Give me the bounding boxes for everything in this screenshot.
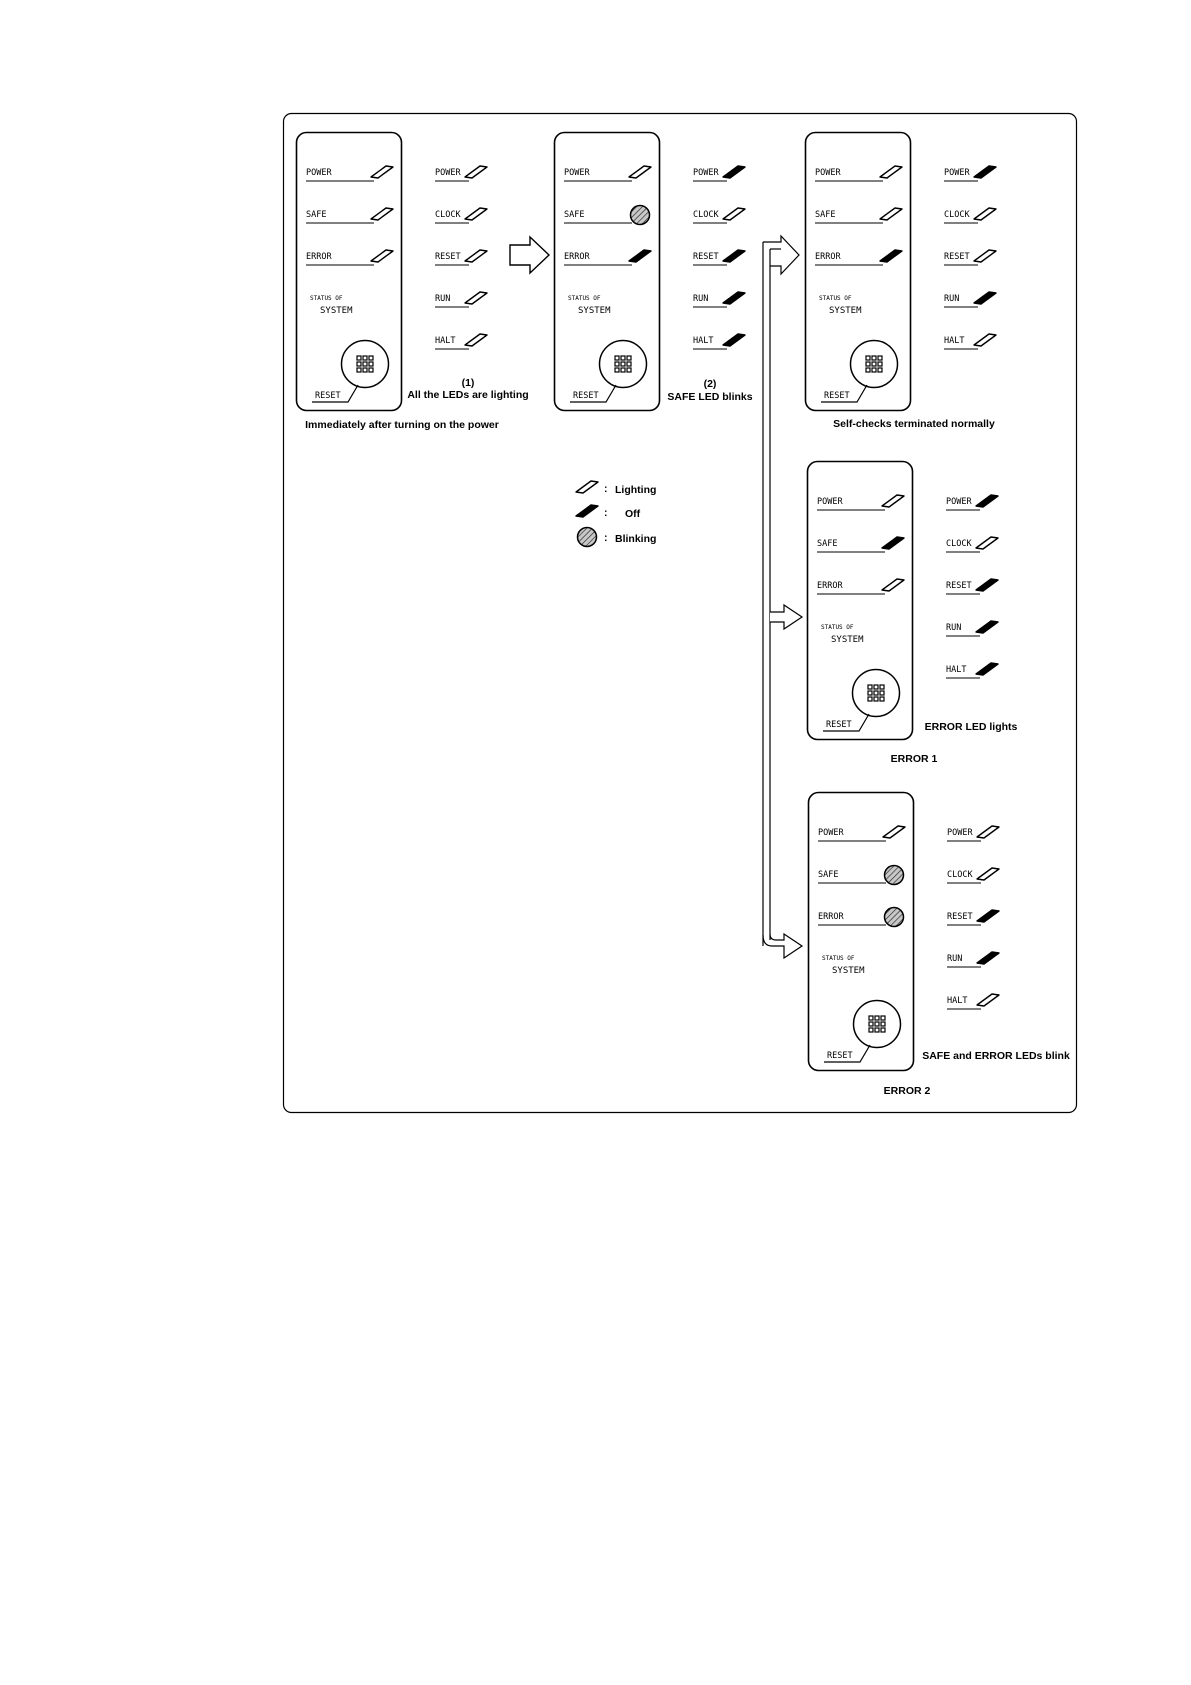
keypad-dot [872,362,876,366]
stage-error1 [808,462,1018,766]
side-led-clock [693,208,745,223]
stage-number: (1) [461,377,475,389]
side-led-reset [435,250,487,265]
side-led-run [946,621,998,636]
system-label: SYSTEM [320,306,353,316]
side-led-lighting-icon [465,250,487,262]
keypad-dot [363,362,367,366]
side-led-lighting-icon [977,868,999,880]
stage-caption: SAFE and ERROR LEDs blink [922,1050,1070,1062]
side-led-label: POWER [693,168,719,178]
side-led-label: RESET [947,912,973,922]
side-led-label: HALT [946,665,967,675]
side-led-clock [435,208,487,223]
panel-led-label: POWER [306,168,332,178]
side-led-run [944,292,996,307]
branch-arrow-icon [763,236,799,274]
side-led-clock [944,208,996,223]
keypad-dot [615,362,619,366]
panel-led-label: SAFE [815,210,836,220]
side-led-lighting-icon [465,208,487,220]
side-led-reset [946,579,998,594]
keypad-dot [875,1028,879,1032]
stage-title: ERROR 2 [883,1085,931,1097]
legend-lighting-icon [576,481,598,493]
panel-led-label: ERROR [815,252,841,262]
side-led-label: CLOCK [946,539,972,549]
side-led-power [435,166,487,181]
keypad-dot [868,685,872,689]
stage-title: Self-checks terminated normally [833,418,995,430]
legend-separator: : [604,483,608,495]
side-led-lighting-icon [465,334,487,346]
legend-label: Lighting [615,484,657,496]
side-led-run [947,952,999,967]
side-led-clock [946,537,998,552]
keypad-dot [875,1022,879,1026]
keypad-dot [880,685,884,689]
side-led-label: RESET [693,252,719,262]
side-led-off-icon [723,292,745,304]
keypad-dot [621,356,625,360]
side-led-label: RUN [947,954,963,964]
keypad-dot [369,368,373,372]
stage-caption: SAFE LED blinks [667,391,753,403]
keypad-dot [878,362,882,366]
keypad-dot [866,356,870,360]
panel-led-label: SAFE [817,539,838,549]
keypad-dot [615,368,619,372]
side-led-label: CLOCK [435,210,461,220]
legend-item-off [576,505,641,520]
legend-label: Off [625,508,641,520]
keypad-dot [881,1028,885,1032]
keypad-dot [363,368,367,372]
side-led-off-icon [976,495,998,507]
side-led-lighting-icon [976,537,998,549]
keypad-dot [868,691,872,695]
legend-blinking-icon [578,528,597,547]
side-led-clock [947,868,999,883]
keypad-dot [621,368,625,372]
keypad-dot [880,697,884,701]
side-led-lighting-icon [977,826,999,838]
keypad-dot [878,356,882,360]
side-led-halt [435,334,487,349]
legend-item-lighting [576,481,656,496]
side-led-column [944,166,996,349]
status-of-label: STATUS OF [568,295,601,302]
system-label: SYSTEM [832,966,865,976]
keypad-dot [881,1022,885,1026]
panel-led-label: POWER [817,497,843,507]
led-panel [809,793,914,1071]
side-led-label: CLOCK [693,210,719,220]
side-led-column [435,166,487,349]
side-led-label: RESET [944,252,970,262]
side-led-lighting-icon [465,292,487,304]
side-led-off-icon [723,250,745,262]
status-of-label: STATUS OF [822,955,855,962]
side-led-label: HALT [435,336,456,346]
panel-led-blinking-icon [885,908,904,927]
keypad-dot [880,691,884,695]
side-led-column [693,166,745,349]
side-led-off-icon [976,621,998,633]
side-led-column [946,495,998,678]
side-led-lighting-icon [465,166,487,178]
reset-label: RESET [824,391,850,401]
panel-led-label: POWER [564,168,590,178]
side-led-label: HALT [944,336,965,346]
keypad-dot [869,1022,873,1026]
side-led-label: POWER [947,828,973,838]
reset-label: RESET [826,720,852,730]
side-led-off-icon [723,166,745,178]
reset-label: RESET [827,1051,853,1061]
keypad-dot [615,356,619,360]
keypad-dot [866,362,870,366]
keypad-dot [369,356,373,360]
keypad-dot [874,697,878,701]
side-led-label: HALT [947,996,968,1006]
keypad-dot [627,356,631,360]
keypad-dot [878,368,882,372]
panel-led-label: ERROR [564,252,590,262]
keypad-dot [627,362,631,366]
side-led-off-icon [723,334,745,346]
stage-caption: All the LEDs are lighting [407,389,529,401]
side-led-off-icon [974,166,996,178]
legend-off-icon [576,505,598,517]
led-panel [555,133,660,411]
side-led-label: RUN [944,294,960,304]
side-led-halt [944,334,996,349]
side-led-run [435,292,487,307]
side-led-label: HALT [693,336,714,346]
system-label: SYSTEM [831,635,864,645]
keypad-dot [869,1016,873,1020]
panel-led-blinking-icon [631,206,650,225]
legend-label: Blinking [615,533,657,545]
keypad-dot [357,356,361,360]
panel-led-label: ERROR [818,912,844,922]
reset-label: RESET [573,391,599,401]
side-led-label: CLOCK [944,210,970,220]
side-led-off-icon [977,910,999,922]
side-led-label: RUN [693,294,709,304]
side-led-off-icon [976,663,998,675]
side-led-lighting-icon [977,994,999,1006]
keypad-dot [363,356,367,360]
side-led-power [947,826,999,841]
side-led-label: CLOCK [947,870,973,880]
side-led-reset [947,910,999,925]
side-led-label: POWER [944,168,970,178]
branch-arrow-icon [770,605,802,629]
branch-arrows [761,236,802,958]
system-label: SYSTEM [578,306,611,316]
side-led-halt [947,994,999,1009]
stage-title: ERROR 1 [890,753,938,765]
keypad-dot [872,368,876,372]
keypad-dot [875,1016,879,1020]
keypad-dot [874,685,878,689]
stage-number: (2) [703,378,717,390]
keypad-dot [872,356,876,360]
side-led-power [946,495,998,510]
status-of-label: STATUS OF [821,624,854,631]
legend-separator: : [604,532,608,544]
panel-led-label: SAFE [818,870,839,880]
side-led-run [693,292,745,307]
keypad-dot [369,362,373,366]
side-led-lighting-icon [974,208,996,220]
keypad-dot [881,1016,885,1020]
keypad-dot [621,362,625,366]
legend [576,481,656,547]
panel-led-label: ERROR [306,252,332,262]
legend-item-blinking [578,528,657,547]
led-panel [806,133,911,411]
side-led-lighting-icon [974,250,996,262]
legend-separator: : [604,507,608,519]
keypad-dot [868,697,872,701]
panel-led-label: POWER [818,828,844,838]
system-label: SYSTEM [829,306,862,316]
side-led-label: RUN [946,623,962,633]
side-led-column [947,826,999,1009]
flow-arrow-icon [510,237,549,273]
led-panel [297,133,402,411]
side-led-halt [946,663,998,678]
side-led-reset [693,250,745,265]
side-led-label: RUN [435,294,451,304]
stage-title: Immediately after turning on the power [305,419,499,431]
keypad-dot [357,362,361,366]
reset-label: RESET [315,391,341,401]
side-led-lighting-icon [974,334,996,346]
panel-led-label: SAFE [564,210,585,220]
stage-stage1 [297,133,529,432]
keypad-dot [869,1028,873,1032]
keypad-dot [874,691,878,695]
side-led-label: POWER [435,168,461,178]
side-led-off-icon [974,292,996,304]
side-led-label: POWER [946,497,972,507]
panel-led-blinking-icon [885,866,904,885]
led-panel [808,462,913,740]
panel-led-label: POWER [815,168,841,178]
status-of-label: STATUS OF [819,295,852,302]
stage-normal [806,133,997,431]
side-led-reset [944,250,996,265]
side-led-power [944,166,996,181]
stage-stage2 [555,133,753,411]
stage-caption: ERROR LED lights [924,721,1018,733]
side-led-label: RESET [946,581,972,591]
side-led-lighting-icon [723,208,745,220]
keypad-dot [627,368,631,372]
side-led-label: RESET [435,252,461,262]
branch-arrow-icon [763,934,802,958]
side-led-off-icon [976,579,998,591]
panel-led-label: SAFE [306,210,327,220]
status-of-label: STATUS OF [310,295,343,302]
side-led-halt [693,334,745,349]
keypad-dot [357,368,361,372]
keypad-dot [866,368,870,372]
panel-led-label: ERROR [817,581,843,591]
side-led-off-icon [977,952,999,964]
side-led-power [693,166,745,181]
stage-error2 [809,793,1070,1098]
